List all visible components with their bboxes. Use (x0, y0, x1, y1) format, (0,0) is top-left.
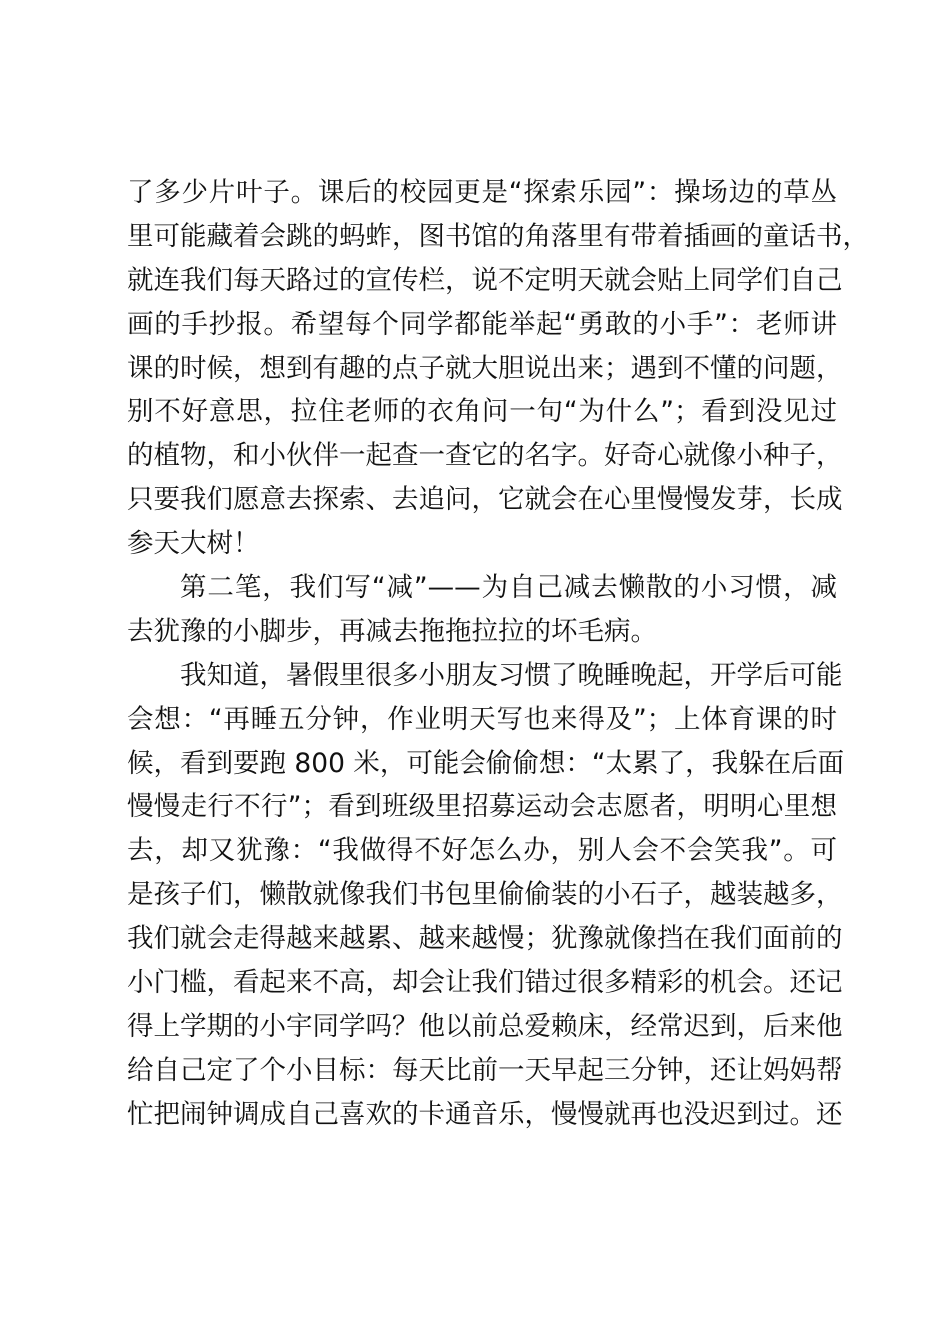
body-text (127, 171, 869, 1137)
text-line: 得上学期的小宇同学吗？他以前总爱赖床，经常迟到，后来他 (127, 1010, 843, 1042)
text-line: 我知道，暑假里很多小朋友习惯了晚睡晚起，开学后可能 (180, 659, 843, 691)
text-line: 小门槛，看起来不高，却会让我们错过很多精彩的机会。还记 (127, 967, 843, 999)
text-line: 是孩子们，懒散就像我们书包里偷偷装的小石子，越装越多， (127, 879, 843, 911)
text-line: 我们就会走得越来越累、越来越慢；犹豫就像挡在我们面前的 (127, 923, 843, 955)
text-line: 会想：“再睡五分钟，作业明天写也来得及”；上体育课的时 (127, 703, 837, 735)
text-line: 别不好意思，拉住老师的衣角问一句“为什么”；看到没见过 (127, 396, 837, 428)
text-line: 去犹豫的小脚步，再减去拖拖拉拉的坏毛病。 (127, 615, 657, 647)
text-line: 课的时候，想到有趣的点子就大胆说出来；遇到不懂的问题， (127, 352, 843, 384)
text-line: 候，看到要跑 800 米，可能会偷偷想：“太累了，我躲在后面 (127, 747, 845, 779)
text-line: 去，却又犹豫：“我做得不好怎么办，别人会不会笑我”。可 (127, 835, 837, 867)
text-line: 画的手抄报。希望每个同学都能举起“勇敢的小手”：老师讲 (127, 308, 837, 340)
text-line: 慢慢走行不行”；看到班级里招募运动会志愿者，明明心里想 (127, 791, 837, 823)
text-line: 只要我们愿意去探索、去追问，它就会在心里慢慢发芽，长成 (127, 484, 843, 516)
text-line: 了多少片叶子。课后的校园更是“探索乐园”：操场边的草丛 (127, 177, 837, 208)
text-line: 第二笔，我们写“减”——为自己减去懒散的小习惯，减 (180, 572, 837, 604)
text-line: 给自己定了个小目标：每天比前一天早起三分钟，还让妈妈帮 (127, 1054, 843, 1086)
text-line: 参天大树！ (127, 528, 260, 560)
text-line: 的植物，和小伙伴一起查一查它的名字。好奇心就像小种子， (127, 440, 843, 472)
text-line: 里可能藏着会跳的蚂蚱，图书馆的角落里有带着插画的童话书， (127, 220, 869, 252)
text-line: 就连我们每天路过的宣传栏，说不定明天就会贴上同学们自己 (127, 264, 843, 296)
text-line: 忙把闹钟调成自己喜欢的卡通音乐，慢慢就再也没迟到过。还 (127, 1098, 843, 1130)
